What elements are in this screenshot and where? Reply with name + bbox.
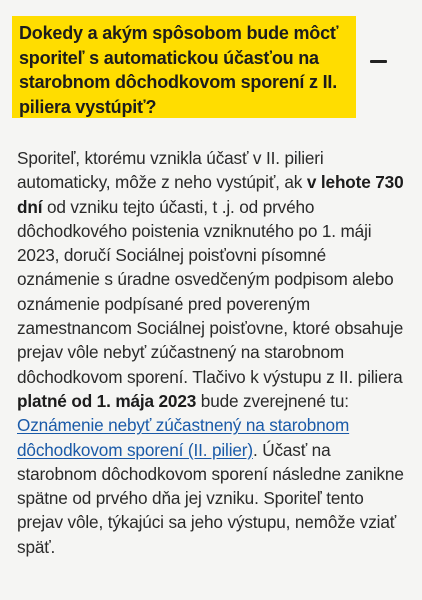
answer-text: Sporiteľ, ktorému vznikla účasť v II. pilieri automaticky, môže z neho vystúpiť, ak bbox=[17, 148, 324, 193]
faq-question[interactable]: Dokedy a akým spôsobom bude môcť sporiteľ s automatickou účasťou na starobnom dôchodkovom sporení z II. piliera vystúpiť? bbox=[19, 23, 339, 117]
answer-text: od vzniku tejto účasti, t .j. od prvého dôchodkového poistenia vzniknutého po 1. máji 2023, doručí Sociálnej poisťovni písomné oznámenie s úradne osvedčeným podpisom alebo oznámenie podpísané pred povereným zamestnancom Sociálnej poisťovne, ktoré obsahuje prejav vôle nebyť zúčastnený na starobnom dôchodkovom sporení. Tlačivo k výstupu z II. piliera bbox=[17, 196, 404, 387]
answer-text: bude zverejnené tu: bbox=[196, 390, 349, 411]
answer-text: . Účasť na starobnom dôchodkovom sporení následne zanikne spätne od prvého dňa jej vzniku. Sporiteľ tento prejav vôle, týkajúci sa jeho výstupu, nemôže vziať späť. bbox=[17, 439, 404, 557]
collapse-icon[interactable] bbox=[368, 54, 390, 68]
faq-accordion-header[interactable] bbox=[0, 0, 422, 118]
answer-bold-valid-from: platné od 1. mája 2023 bbox=[17, 390, 197, 411]
question-highlight-box[interactable] bbox=[12, 16, 356, 118]
faq-answer bbox=[17, 146, 409, 559]
form-download-link[interactable]: Oznámenie nebyť zúčastnený na starobnom dôchodkovom sporení (II. pilier) bbox=[17, 415, 350, 460]
minus-icon bbox=[370, 60, 387, 63]
answer-bold-deadline: v lehote 730 dní bbox=[17, 172, 404, 217]
